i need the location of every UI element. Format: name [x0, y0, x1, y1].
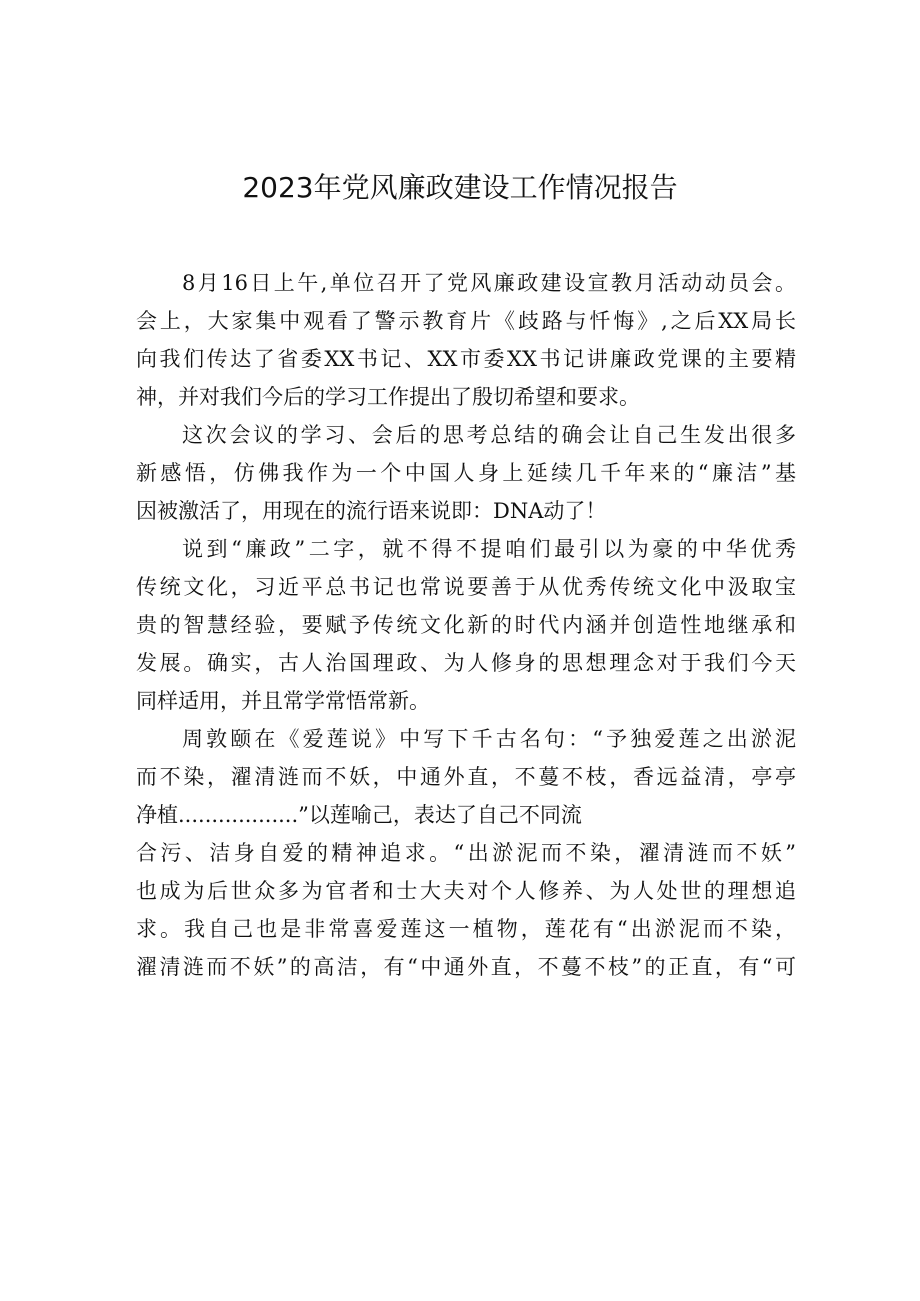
text-line: 传统文化，习近平总书记也常说要善于从优秀传统文化中汲取宝	[136, 575, 796, 599]
paragraph-3	[136, 530, 796, 720]
text-line: 濯清涟而不妖”的高洁，有“中通外直，不蔓不枝”的正直，有“可	[136, 955, 796, 979]
paragraph-1	[136, 264, 796, 416]
text-line: 求。我自己也是非常喜爱莲这一植物，莲花有“出淤泥而不染，	[136, 917, 796, 941]
text-line: 也成为后世众多为官者和士大夫对个人修养、为人处世的理想追	[136, 879, 796, 903]
text-line: 贵的智慧经验，要赋予传统文化新的时代内涵并创造性地继承和	[136, 613, 796, 637]
text-line: 净植..................”以莲喻己，表达了自己不同流	[136, 803, 582, 827]
document-body	[136, 264, 796, 986]
text-line: 向我们传达了省委XX书记、XX市委XX书记讲廉政党课的主要精	[136, 347, 796, 371]
text-line: 合污、洁身自爱的精神追求。“出淤泥而不染，濯清涟而不妖”	[136, 841, 796, 865]
text-line: 而不染，濯清涟而不妖，中通外直，不蔓不枝，香远益清，亭亭	[136, 765, 796, 789]
text-line: 神，并对我们今后的学习工作提出了殷切希望和要求。	[136, 385, 640, 409]
paragraph-4	[136, 720, 796, 986]
paragraph-2	[136, 416, 796, 530]
text-line: 说到“廉政”二字，就不得不提咱们最引以为豪的中华优秀	[182, 537, 796, 561]
text-line: 发展。确实，古人治国理政、为人修身的思想理念对于我们今天	[136, 651, 796, 675]
text-line: 8月16日上午,单位召开了党风廉政建设宣教月活动动员会。	[182, 271, 796, 295]
text-line: 同样适用，并且常学常悟常新。	[136, 689, 430, 713]
text-line: 新感悟，仿佛我作为一个中国人身上延续几千年来的“廉洁”基	[136, 461, 796, 485]
document-title: 2023年党风廉政建设工作情况报告	[242, 171, 678, 204]
text-line: 这次会议的学习、会后的思考总结的确会让自己生发出很多	[182, 423, 796, 447]
text-line: 周敦颐在《爱莲说》中写下千古名句：“予独爱莲之出淤泥	[182, 727, 796, 751]
text-line: 会上，大家集中观看了警示教育片《歧路与忏悔》,之后XX局长	[136, 309, 796, 333]
text-line: 因被激活了，用现在的流行语来说即：DNA动了！	[136, 499, 607, 523]
